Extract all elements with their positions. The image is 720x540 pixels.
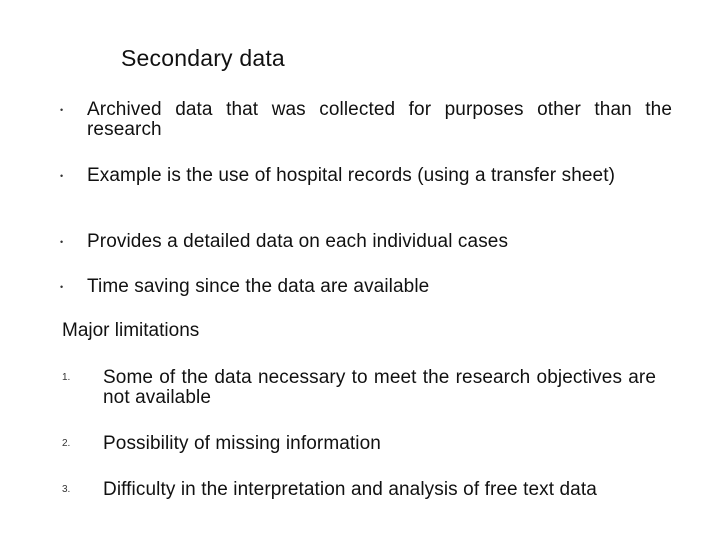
bullet-item-archived-data: Archived data that was collected for purposes other than the research bbox=[87, 99, 672, 140]
limitation-item-missing-information: Possibility of missing information bbox=[103, 433, 381, 454]
slide-title: Secondary data bbox=[121, 45, 285, 71]
bullet-item-time-saving: Time saving since the data are available bbox=[87, 276, 430, 297]
number-marker: 2. bbox=[62, 438, 71, 449]
bullet-item-detailed-data: Provides a detailed data on each individual cases bbox=[87, 231, 509, 252]
bullet-marker: • bbox=[60, 237, 64, 247]
number-marker: 3. bbox=[62, 484, 71, 495]
bullet-marker: • bbox=[60, 105, 64, 115]
limitation-item-free-text-analysis: Difficulty in the interpretation and analysis of free text data bbox=[103, 479, 597, 500]
limitation-item-data-not-available: Some of the data necessary to meet the research objectives are not available bbox=[103, 367, 656, 408]
limitations-heading: Major limitations bbox=[62, 320, 200, 341]
bullet-marker: • bbox=[60, 171, 64, 181]
number-marker: 1. bbox=[62, 372, 71, 383]
bullet-item-hospital-records: Example is the use of hospital records (using a transfer sheet) bbox=[87, 165, 616, 186]
bullet-marker: • bbox=[60, 282, 64, 292]
